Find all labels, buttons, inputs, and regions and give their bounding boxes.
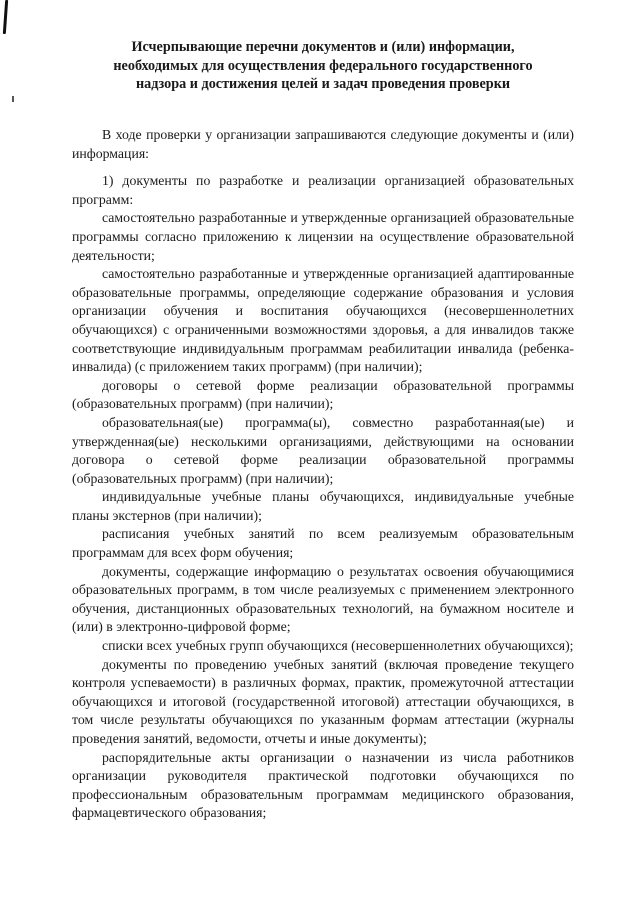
scan-dot <box>12 96 14 102</box>
intro-paragraph: В ходе проверки у организации запрашиваются следующие документы и (или) информация: <box>72 127 574 161</box>
list-paragraph: документы, содержащие информацию о результатах освоения обучающимися образовательных программ, в том числе реализуемых с применением электронного обучения, дистанционных образовательных технологий, на бумажном носителе и (или) в электронно-цифровой форме; <box>72 563 574 635</box>
list-paragraph: индивидуальные учебные планы обучающихся, индивидуальные учебные планы экстернов (при наличии); <box>72 489 574 523</box>
list-paragraph: договоры о сетевой форме реализации образовательной программы (образовательных программ) (при наличии); <box>72 377 574 412</box>
document-title <box>70 38 576 94</box>
list-paragraph: документы по проведению учебных занятий (включая проведение текущего контроля успеваемости) в различных формах, практик, промежуточной аттестации обучающихся и итоговой (государственной итоговой) аттестации обучающихся, в том числе результаты обучающихся по указанным формам аттестации (журналы проведения занятий, ведомости, отчеты и иные документы); <box>72 656 574 746</box>
scan-mark <box>3 0 8 34</box>
list-paragraph: самостоятельно разработанные и утвержденные организацией адаптированные образовательные программы, определяющие содержание образования и условия организации обучения и воспитания обучающихся (несовершеннолетних обучающихся) с ограниченными возможностями здоровья, а для инвалидов также соответствующие индивидуальным программам реабилитации инвалида (ребенка-инвалида) (с приложением таких программ) (при наличии); <box>72 266 574 375</box>
list-paragraph: расписания учебных занятий по всем реализуемым образовательным программам для всех форм обучения; <box>72 526 574 561</box>
title-line-2: необходимых для осуществления федерального государственного <box>113 57 533 74</box>
title-line-1: Исчерпывающие перечни документов и (или) информации, <box>131 39 515 55</box>
list-paragraph: самостоятельно разработанные и утвержденные организацией образовательные программы согласно приложению к лицензии на осуществление образовательной деятельности; <box>72 210 574 263</box>
title-line-3: надзора и достижения целей и задач проведения проверки <box>135 76 511 92</box>
list-paragraph: списки всех учебных групп обучающихся (несовершеннолетних обучающихся); <box>102 638 574 654</box>
document-body <box>72 126 574 823</box>
list-paragraph: образовательная(ые) программа(ы), совместно разработанная(ые) и утвержденная(ые) несколькими организациями, действующими на основании договора о сетевой форме реализации образовательной программы (образовательных программ) (при наличии); <box>72 414 574 486</box>
list-paragraph: распорядительные акты организации о назначении из числа работников организации руководителя практической подготовки обучающихся по профессиональным образовательным программам медицинского образования, фармацевтического образования; <box>72 749 574 821</box>
item-1-heading: 1) документы по разработке и реализации организацией образовательных программ: <box>72 173 574 207</box>
